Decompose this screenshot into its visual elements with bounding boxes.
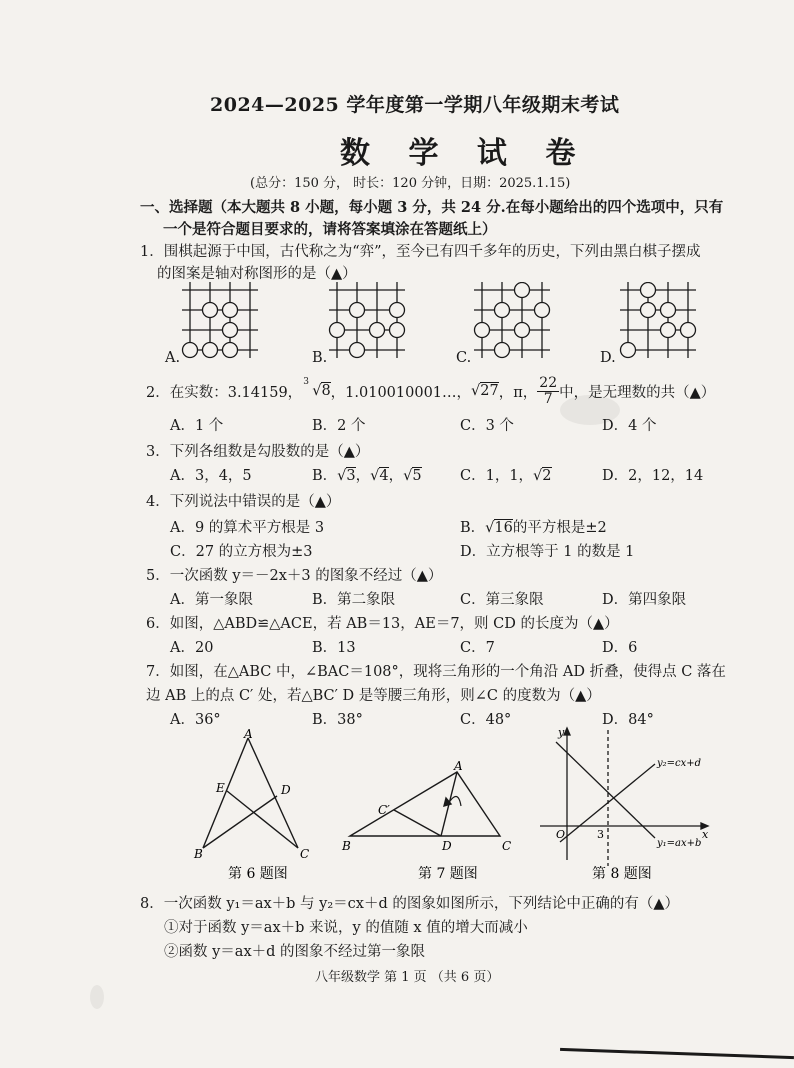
go-stone (390, 303, 405, 318)
q2-pi: ，π， (498, 384, 538, 401)
q2-option-a[interactable]: A．1 个 (170, 418, 224, 434)
frac-den: 7 (543, 390, 553, 407)
q6-stem: 6．如图，△ABD≌△ACE，若 AB＝13，AE＝7，则 CD 的长度为（▲） (146, 616, 619, 632)
q7-option-b[interactable]: B．38° (312, 712, 363, 728)
subject-title: 数 学 试 卷 (340, 136, 590, 171)
go-stone (535, 303, 550, 318)
fig6-label-a: A (244, 727, 253, 741)
go-stone (223, 343, 238, 358)
q3-option-c[interactable]: C．1，1，√2 (460, 468, 552, 484)
go-stone (621, 343, 636, 358)
q1-option-d[interactable]: D. (600, 350, 616, 366)
fig7-line-c-prime-d (394, 810, 441, 836)
q4-option-a[interactable]: A．9 的算术平方根是 3 (170, 520, 325, 536)
exam-info: (总分：150 分， 时长：120 分钟，日期：2025.1.15) (250, 176, 571, 191)
fig8-label-y: y (558, 726, 565, 739)
fig8-y-arrow (564, 728, 570, 735)
q3-b-arg1: 3 (346, 468, 356, 484)
q1-go-boards (0, 282, 794, 372)
go-stone (223, 323, 238, 338)
go-stone (681, 323, 696, 338)
go-stone (223, 303, 238, 318)
fig7-label-a: A (454, 759, 463, 773)
q2-prefix: 2．在实数：3.14159， (146, 384, 303, 401)
cube-root: 3 √8 (303, 377, 331, 400)
q3-b-label: B． (312, 468, 338, 484)
q7-option-c[interactable]: C．48° (460, 712, 512, 728)
cube-root-index: 3 (303, 377, 309, 388)
go-stone (475, 323, 490, 338)
q6-option-c[interactable]: C．7 (460, 640, 495, 656)
fig7-caption: 第 7 题图 (418, 866, 478, 882)
q8-item-1: ①对于函数 y＝ax＋b 来说，y 的值随 x 值的增大而减小 (164, 920, 528, 936)
q3-option-b[interactable]: B．√3，√4，√5 (312, 468, 422, 484)
q1-option-c[interactable]: C. (456, 350, 472, 366)
q7-option-a[interactable]: A．36° (170, 712, 221, 728)
fig8-label-o: O (556, 828, 566, 841)
go-board-d (620, 282, 696, 358)
q8-item-2: ②函数 y＝ax＋d 的图象不经过第一象限 (164, 944, 426, 960)
go-stone (350, 343, 365, 358)
fig6-label-d: D (281, 783, 291, 797)
cube-root-arg: 8 (321, 383, 331, 400)
scan-smudge (90, 985, 104, 1009)
frac-num: 22 (539, 375, 558, 391)
go-board-c (474, 282, 550, 358)
q1-option-a[interactable]: A. (165, 350, 181, 366)
q6-option-d[interactable]: D．6 (602, 640, 638, 656)
go-board-a (182, 282, 258, 358)
q5-option-c[interactable]: C．第三象限 (460, 592, 544, 608)
figures-row (0, 726, 794, 886)
q5-option-d[interactable]: D．第四象限 (602, 592, 687, 608)
q6-option-b[interactable]: B．13 (312, 640, 356, 656)
q4-b-arg: 16 (494, 520, 513, 536)
q2-option-c[interactable]: C．3 个 (460, 418, 514, 434)
q2-option-b[interactable]: B．2 个 (312, 418, 366, 434)
go-stone (661, 303, 676, 318)
q1-stem: 1．围棋起源于中国，古代称之为“弈”，至今已有四千多年的历史，下列由黑白棋子摆成 (140, 244, 701, 260)
go-stone (390, 323, 405, 338)
section-heading-cont: 一个是符合题目要求的，请将答案填涂在答题纸上） (163, 221, 497, 238)
fig6-line-ce (227, 791, 298, 848)
fig7-label-c-prime: C′ (378, 803, 390, 817)
q1-stem-cont: 的图案是轴对称图形的是（▲） (157, 266, 357, 282)
go-stone (495, 303, 510, 318)
go-stone (641, 283, 656, 298)
fig7-label-b: B (342, 839, 351, 853)
q3-option-a[interactable]: A．3，4，5 (170, 468, 252, 484)
q3-option-d[interactable]: D．2，12，14 (602, 468, 704, 484)
fig6-label-b: B (194, 847, 203, 861)
fig8-label-y2: y₂=cx+d (657, 758, 702, 769)
q1-option-b[interactable]: B. (312, 350, 328, 366)
q7-option-d[interactable]: D．84° (602, 712, 654, 728)
scan-edge-mark (560, 1048, 794, 1059)
fig7-label-c: C (502, 839, 512, 853)
fig8-label-x: x (702, 828, 709, 841)
q7-stem-cont: 边 AB 上的点 C′ 处，若△BC′ D 是等腰三角形，则∠C 的度数为（▲） (146, 688, 601, 704)
q4-stem: 4．下列说法中错误的是（▲） (146, 494, 341, 510)
q3-c-label: C．1，1， (460, 468, 534, 484)
q5-stem: 5．一次函数 y＝－2x＋3 的图象不经过（▲） (146, 568, 443, 584)
q5-option-a[interactable]: A．第一象限 (170, 592, 253, 608)
go-stone (641, 303, 656, 318)
q3-b-arg3: 5 (412, 468, 422, 484)
page-footer: 八年级数学 第 1 页 （共 6 页） (315, 970, 500, 985)
fig6-label-c: C (300, 847, 310, 861)
go-stone (183, 343, 198, 358)
fig8-caption: 第 8 题图 (592, 866, 652, 882)
q8-stem: 8．一次函数 y₁＝ax＋b 与 y₂＝cx＋d 的图象如图所示，下列结论中正确的有（▲） (140, 896, 680, 912)
go-stone (515, 283, 530, 298)
fig8-line-y1 (556, 742, 655, 838)
go-stone (350, 303, 365, 318)
q4-option-d[interactable]: D．立方根等于 1 的数是 1 (460, 544, 635, 560)
go-stone (203, 303, 218, 318)
sqrt-27: √27 (471, 383, 499, 400)
fig6-caption: 第 6 题图 (228, 866, 288, 882)
fraction-22-7 (537, 376, 559, 406)
fig6-label-e: E (216, 781, 225, 795)
q2-middle: ，1.010010001…， (330, 384, 472, 401)
q3-c-arg: 2 (542, 468, 552, 484)
go-board-b (329, 282, 405, 358)
go-stone (495, 343, 510, 358)
sqrt-27-arg: 27 (480, 383, 499, 400)
q5-option-b[interactable]: B．第二象限 (312, 592, 396, 608)
fig8-label-3: 3 (597, 828, 604, 841)
go-stone (515, 323, 530, 338)
q3-b-arg2: 4 (379, 468, 389, 484)
go-stone (661, 323, 676, 338)
q4-option-b[interactable]: B．√16的平方根是±2 (460, 520, 607, 536)
exam-title: 2024—2025 学年度第一学期八年级期末考试 (210, 94, 620, 116)
q3-stem: 3．下列各组数是勾股数的是（▲） (146, 444, 370, 460)
go-stone (370, 323, 385, 338)
figure-7 (350, 772, 500, 836)
fig7-label-d: D (442, 839, 452, 853)
q2-stem (146, 376, 715, 406)
q4-option-c[interactable]: C．27 的立方根为±3 (170, 544, 313, 560)
q7-stem: 7．如图，在△ABC 中，∠BAC＝108°，现将三角形的一个角沿 AD 折叠，使得点 C 落在 (146, 664, 726, 680)
q4-b-label: B． (460, 520, 486, 536)
go-stone (330, 323, 345, 338)
q4-b-rest: 的平方根是±2 (512, 520, 607, 536)
go-stone (203, 343, 218, 358)
q2-suffix: 中，是无理数的共（▲） (559, 384, 716, 401)
section-heading: 一、选择题（本大题共 8 小题，每小题 3 分，共 24 分.在每小题给出的四个选项中，只有 (140, 199, 724, 216)
fig8-label-y1: y₁=ax+b (657, 838, 702, 849)
q6-option-a[interactable]: A．20 (170, 640, 214, 656)
q2-option-d[interactable]: D．4 个 (602, 418, 657, 434)
